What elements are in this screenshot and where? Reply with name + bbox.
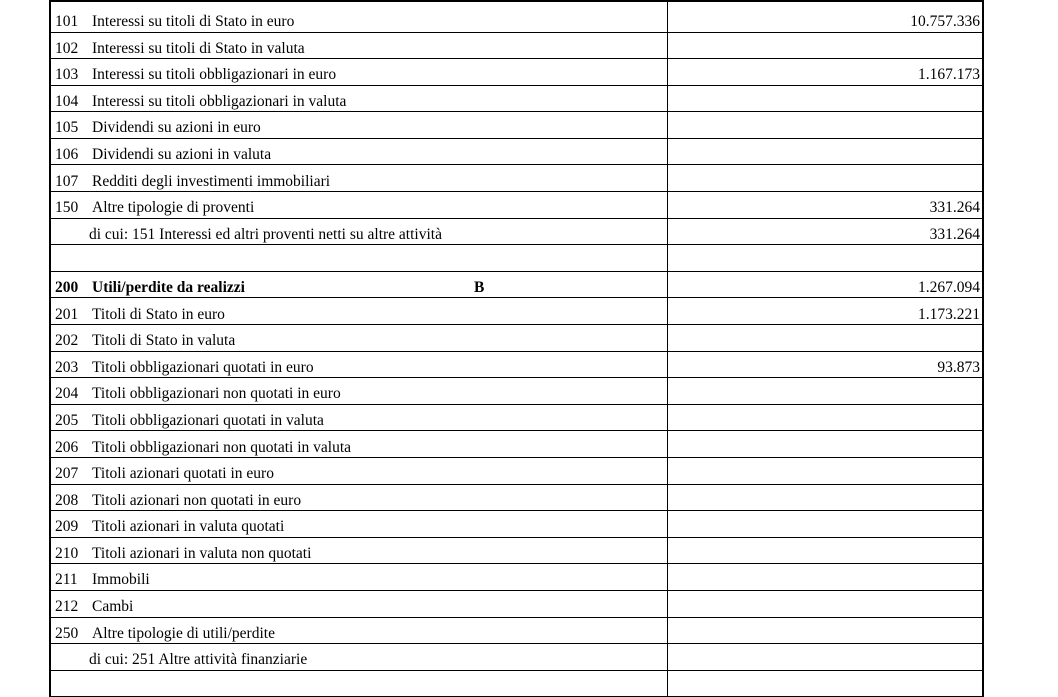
row-code: 206 [55, 438, 79, 456]
row-value [667, 378, 983, 405]
row-value [667, 85, 983, 112]
row-code: 211 [55, 571, 78, 589]
row-description [50, 1, 667, 32]
row-code: 107 [55, 172, 79, 190]
row-label: Titoli azionari quotati in euro [92, 465, 274, 483]
row-label: Interessi su titoli di Stato in euro [92, 13, 295, 30]
row-code: 104 [55, 92, 79, 110]
table-row-section-header [50, 271, 983, 298]
row-value [667, 32, 983, 59]
row-description [50, 670, 667, 697]
row-code: 105 [55, 119, 79, 137]
table-row [50, 59, 983, 86]
row-description [50, 564, 667, 591]
table-row-partial [50, 670, 983, 697]
row-value [667, 165, 983, 192]
row-label: Titoli obbligazionari non quotati in valuta [92, 438, 352, 456]
table-row [50, 458, 983, 485]
row-description [50, 112, 667, 139]
row-description [50, 192, 667, 219]
row-description [50, 298, 667, 325]
row-description [50, 458, 667, 485]
row-code: 102 [55, 39, 79, 57]
row-value [667, 564, 983, 591]
row-value [667, 431, 983, 458]
row-code: 207 [55, 465, 79, 483]
row-code: 250 [55, 624, 79, 642]
table-row [50, 431, 983, 458]
row-label: Redditi degli investimenti immobiliari [92, 172, 331, 190]
table-row [50, 484, 983, 511]
row-label: Dividendi su azioni in euro [92, 119, 261, 137]
row-label: Interessi su titoli di Stato in valuta [92, 39, 305, 57]
row-description [50, 431, 667, 458]
row-value: 10.757.336 [667, 1, 983, 32]
row-code: 212 [55, 598, 79, 616]
table-row [50, 617, 983, 644]
table-row [50, 537, 983, 564]
row-code: 202 [55, 332, 79, 350]
table-row [50, 404, 983, 431]
row-label: Immobili [92, 571, 150, 589]
row-value [667, 590, 983, 617]
section-letter: B [474, 278, 485, 296]
row-description [50, 644, 667, 671]
row-value [667, 644, 983, 671]
row-label: Titoli obbligazionari quotati in euro [92, 358, 314, 376]
row-value: 1.267.094 [667, 271, 983, 298]
row-value [667, 404, 983, 431]
row-label: Titoli azionari non quotati in euro [92, 491, 302, 509]
table-row [50, 218, 983, 245]
row-description [50, 59, 667, 86]
row-label: di cui: 251 Altre attività finanziarie [89, 651, 308, 669]
row-description [50, 165, 667, 192]
row-label: Dividendi su azioni in valuta [92, 145, 272, 163]
financial-table [49, 0, 984, 697]
row-description [50, 271, 667, 298]
row-value: 1.167.173 [667, 59, 983, 86]
row-value [667, 325, 983, 352]
row-label: Utili/perdite da realizzi [92, 278, 245, 296]
row-value [667, 112, 983, 139]
row-code: 204 [55, 385, 79, 403]
table-row [50, 112, 983, 139]
row-description [50, 617, 667, 644]
row-label: Altre tipologie di proventi [92, 199, 255, 217]
row-label: Titoli azionari in valuta non quotati [92, 544, 312, 562]
row-description [50, 511, 667, 538]
row-value [667, 458, 983, 485]
row-label: Titoli obbligazionari quotati in valuta [92, 411, 324, 429]
row-description [50, 351, 667, 378]
section-header-content [55, 280, 667, 296]
row-description [50, 590, 667, 617]
table-row [50, 351, 983, 378]
table-row [50, 165, 983, 192]
row-code: 210 [55, 544, 79, 562]
table-row [50, 644, 983, 671]
table-row [50, 590, 983, 617]
row-code: 103 [55, 66, 79, 84]
table-row [50, 511, 983, 538]
row-label: Interessi su titoli obbligazionari in euro [92, 66, 337, 84]
row-description [50, 404, 667, 431]
row-label: Altre tipologie di utili/perdite [92, 624, 275, 642]
table-row [50, 138, 983, 165]
row-label: Titoli di Stato in valuta [92, 332, 236, 350]
row-label: Cambi [92, 598, 134, 616]
row-description [50, 245, 667, 272]
row-value [667, 617, 983, 644]
row-description [50, 325, 667, 352]
row-code: 203 [55, 358, 79, 376]
row-code: 205 [55, 411, 79, 429]
row-value: 331.264 [667, 192, 983, 219]
row-value: 93.873 [667, 351, 983, 378]
row-code: 101 [55, 13, 79, 30]
table-row [50, 1, 983, 32]
row-description [50, 32, 667, 59]
row-label: di cui: 151 Interessi ed altri proventi netti su altre attività [89, 225, 442, 243]
row-code: 200 [55, 278, 79, 296]
row-label: Titoli di Stato in euro [92, 305, 225, 323]
row-label: Titoli azionari in valuta quotati [92, 518, 285, 536]
table-row [50, 32, 983, 59]
table-row [50, 564, 983, 591]
row-value: 331.264 [667, 218, 983, 245]
table-row-empty [50, 245, 983, 272]
row-description [50, 85, 667, 112]
row-value [667, 670, 983, 697]
row-description [50, 218, 667, 245]
table-row [50, 192, 983, 219]
table-row [50, 298, 983, 325]
row-value [667, 537, 983, 564]
row-code: 201 [55, 305, 79, 323]
row-value [667, 245, 983, 272]
table-row [50, 378, 983, 405]
row-value: 1.173.221 [667, 298, 983, 325]
row-value [667, 511, 983, 538]
row-description [50, 537, 667, 564]
table-row [50, 325, 983, 352]
row-label: Titoli obbligazionari non quotati in euro [92, 385, 341, 403]
row-code: 208 [55, 491, 79, 509]
row-label: Interessi su titoli obbligazionari in valuta [92, 92, 347, 110]
row-description [50, 484, 667, 511]
row-code: 150 [55, 199, 79, 217]
row-description [50, 378, 667, 405]
row-code: 209 [55, 518, 79, 536]
row-description [50, 138, 667, 165]
row-value [667, 138, 983, 165]
row-code: 106 [55, 145, 79, 163]
row-value [667, 484, 983, 511]
table-row [50, 85, 983, 112]
